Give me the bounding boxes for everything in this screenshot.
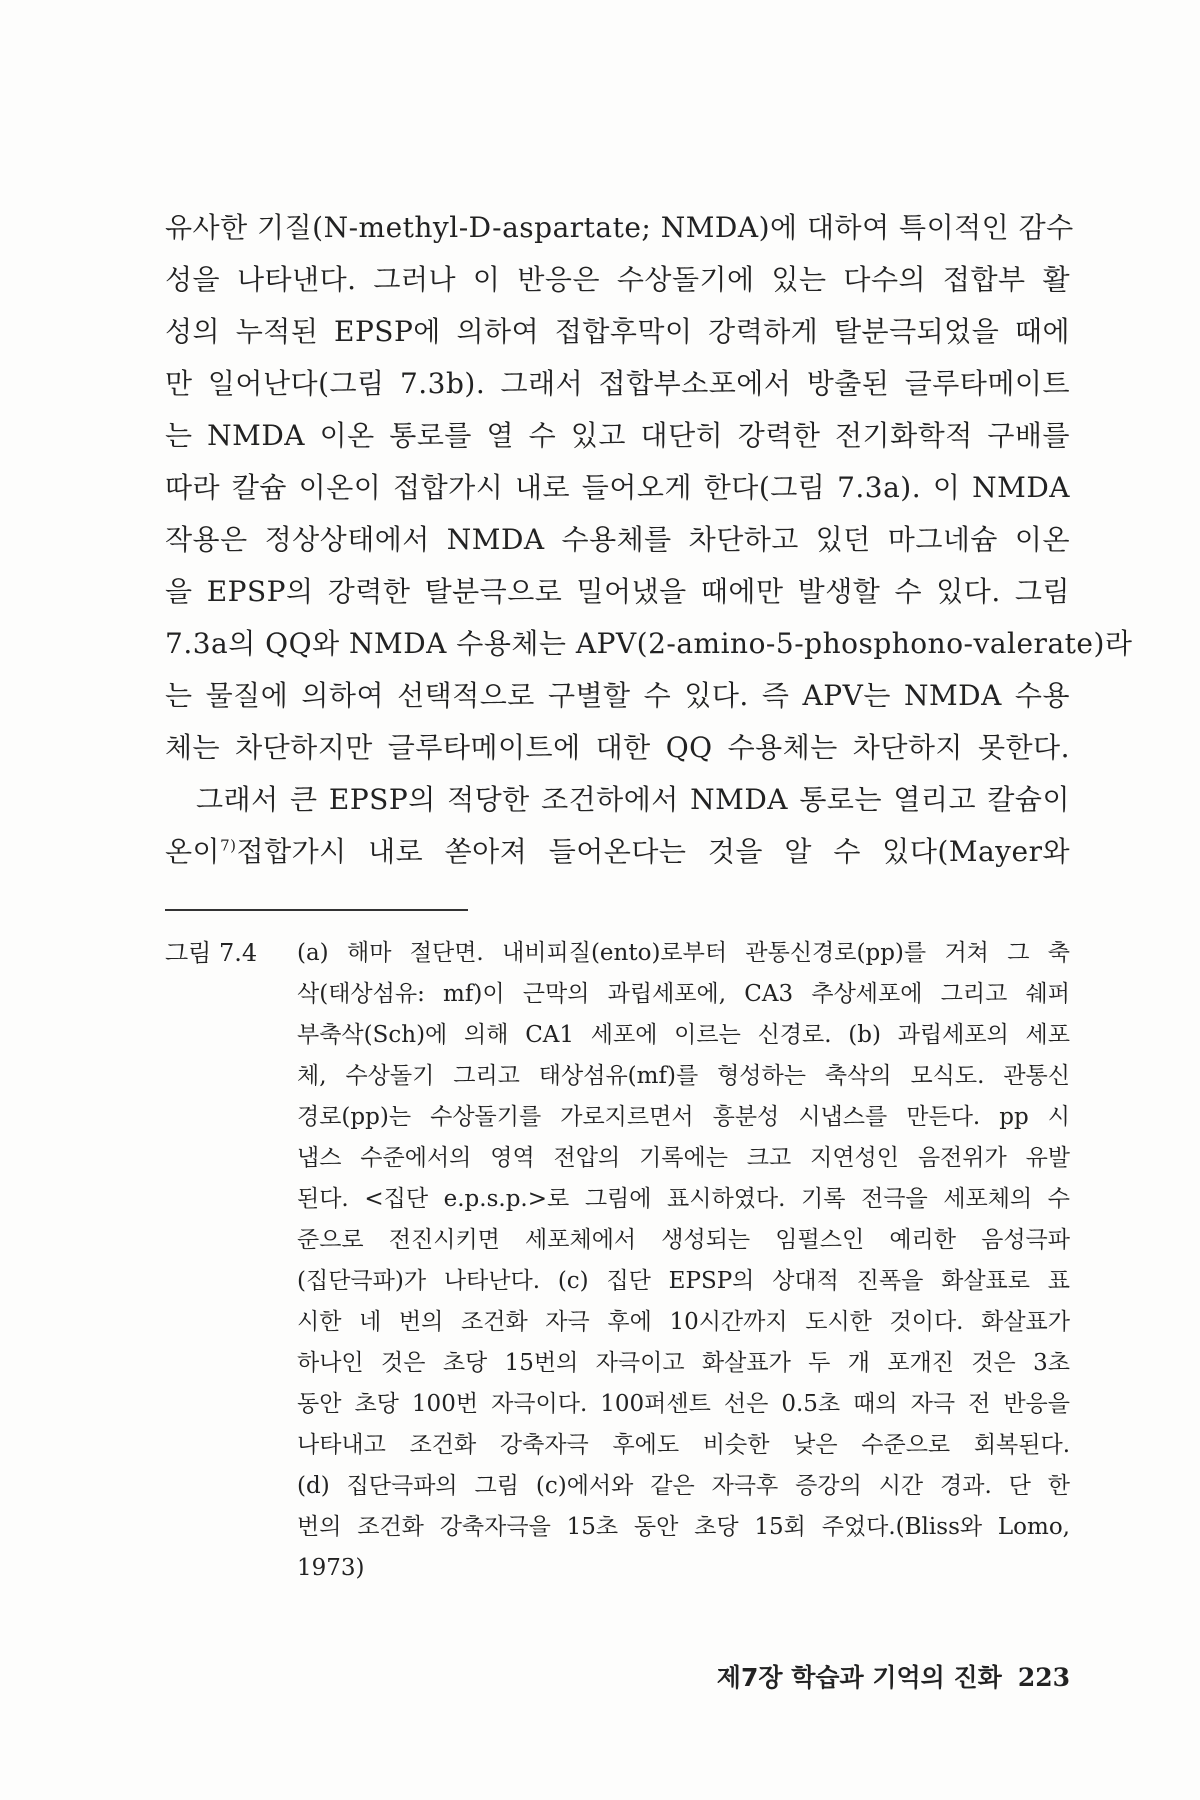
caption-line: 체, 수상돌기 그리고 태상섬유(mf)를 형성하는 축삭의 모식도. 관통신: [297, 1063, 1070, 1089]
footnote-divider: [165, 909, 468, 911]
caption-line: 1973): [297, 1555, 365, 1581]
caption-line: 하나인 것은 초당 15번의 자극이고 화살표가 두 개 포개진 것은 3초: [297, 1350, 1070, 1376]
body-text-line: 성을 나타낸다. 그러나 이 반응은 수상돌기에 있는 다수의 접합부 활: [165, 263, 1070, 296]
body-text-line: 그래서 큰 EPSP의 적당한 조건하에서 NMDA 통로는 열리고 칼슘이: [196, 783, 1070, 816]
figure-caption-label: 그림 7.4: [165, 939, 258, 967]
page-footer: [670, 1660, 1070, 1696]
caption-line: 삭(태상섬유: mf)이 근막의 과립세포에, CA3 추상세포에 그리고 쉐퍼: [297, 981, 1070, 1007]
caption-line: 나타내고 조건화 강축자극 후에도 비슷한 낮은 수준으로 회복된다.: [297, 1432, 1070, 1458]
body-text-line: 유사한 기질(N-methyl-D-aspartate; NMDA)에 대하여 특이적인 감수: [165, 211, 1074, 244]
body-text-line: 작용은 정상상태에서 NMDA 수용체를 차단하고 있던 마그네슘 이온: [165, 523, 1070, 556]
caption-line: 번의 조건화 강축자극을 15초 동안 초당 15회 주었다.(Bliss와 Lomo,: [297, 1514, 1070, 1540]
caption-line: 시한 네 번의 조건화 자극 후에 10시간까지 도시한 것이다. 화살표가: [297, 1309, 1070, 1335]
body-text-line: 는 물질에 의하여 선택적으로 구별할 수 있다. 즉 APV는 NMDA 수용: [165, 679, 1070, 712]
body-text-line: 따라 칼슘 이온이 접합가시 내로 들어오게 한다(그림 7.3a). 이 NMDA: [165, 471, 1070, 504]
body-text-line: 을 EPSP의 강력한 탈분극으로 밀어냈을 때에만 발생할 수 있다. 그림: [165, 575, 1070, 608]
caption-line: (집단극파)가 나타난다. (c) 집단 EPSP의 상대적 진폭을 화살표로 표: [297, 1268, 1070, 1294]
footnote-mark: 7): [220, 836, 237, 855]
caption-line: 준으로 전진시키면 세포체에서 생성되는 임펄스인 예리한 음성극파: [297, 1227, 1070, 1253]
page-number: 223: [1017, 1663, 1070, 1692]
body-text-line: 만 일어난다(그림 7.3b). 그래서 접합부소포에서 방출된 글루타메이트: [165, 367, 1070, 400]
body-text-line: 7.3a의 QQ와 NMDA 수용체는 APV(2-amino-5-phosphono-valerate)라: [165, 627, 1133, 660]
caption-line: (a) 해마 절단면. 내비피질(ento)로부터 관통신경로(pp)를 거쳐 그 축: [297, 940, 1070, 966]
body-text-prefix: 온이: [165, 835, 221, 868]
body-text-line-rest: 접합가시 내로 쏟아져 들어온다는 것을 알 수 있다(Mayer와: [236, 835, 1070, 868]
body-text-line: 체는 차단하지만 글루타메이트에 대한 QQ 수용체는 차단하지 못한다.: [165, 731, 1070, 764]
caption-line: 동안 초당 100번 자극이다. 100퍼센트 선은 0.5초 때의 자극 전 반응을: [297, 1391, 1070, 1417]
caption-line: 부축삭(Sch)에 의해 CA1 세포에 이르는 신경로. (b) 과립세포의 세포: [297, 1022, 1070, 1048]
caption-line: (d) 집단극파의 그림 (c)에서와 같은 자극후 증강의 시간 경과. 단 한: [297, 1473, 1070, 1499]
body-text-line: 는 NMDA 이온 통로를 열 수 있고 대단히 강력한 전기화학적 구배를: [165, 419, 1070, 452]
body-text-line-with-footnote: [165, 832, 1070, 872]
chapter-title: 제7장 학습과 기억의 진화: [716, 1663, 1002, 1692]
body-text-line: 성의 누적된 EPSP에 의하여 접합후막이 강력하게 탈분극되었을 때에: [165, 315, 1070, 348]
caption-line: 경로(pp)는 수상돌기를 가로지르면서 흥분성 시냅스를 만든다. pp 시: [297, 1104, 1070, 1130]
caption-line: 냅스 수준에서의 영역 전압의 기록에는 크고 지연성인 음전위가 유발: [297, 1145, 1070, 1171]
caption-line: 된다. <집단 e.p.s.p.>로 그림에 표시하였다. 기록 전극을 세포체의 수: [297, 1186, 1070, 1212]
